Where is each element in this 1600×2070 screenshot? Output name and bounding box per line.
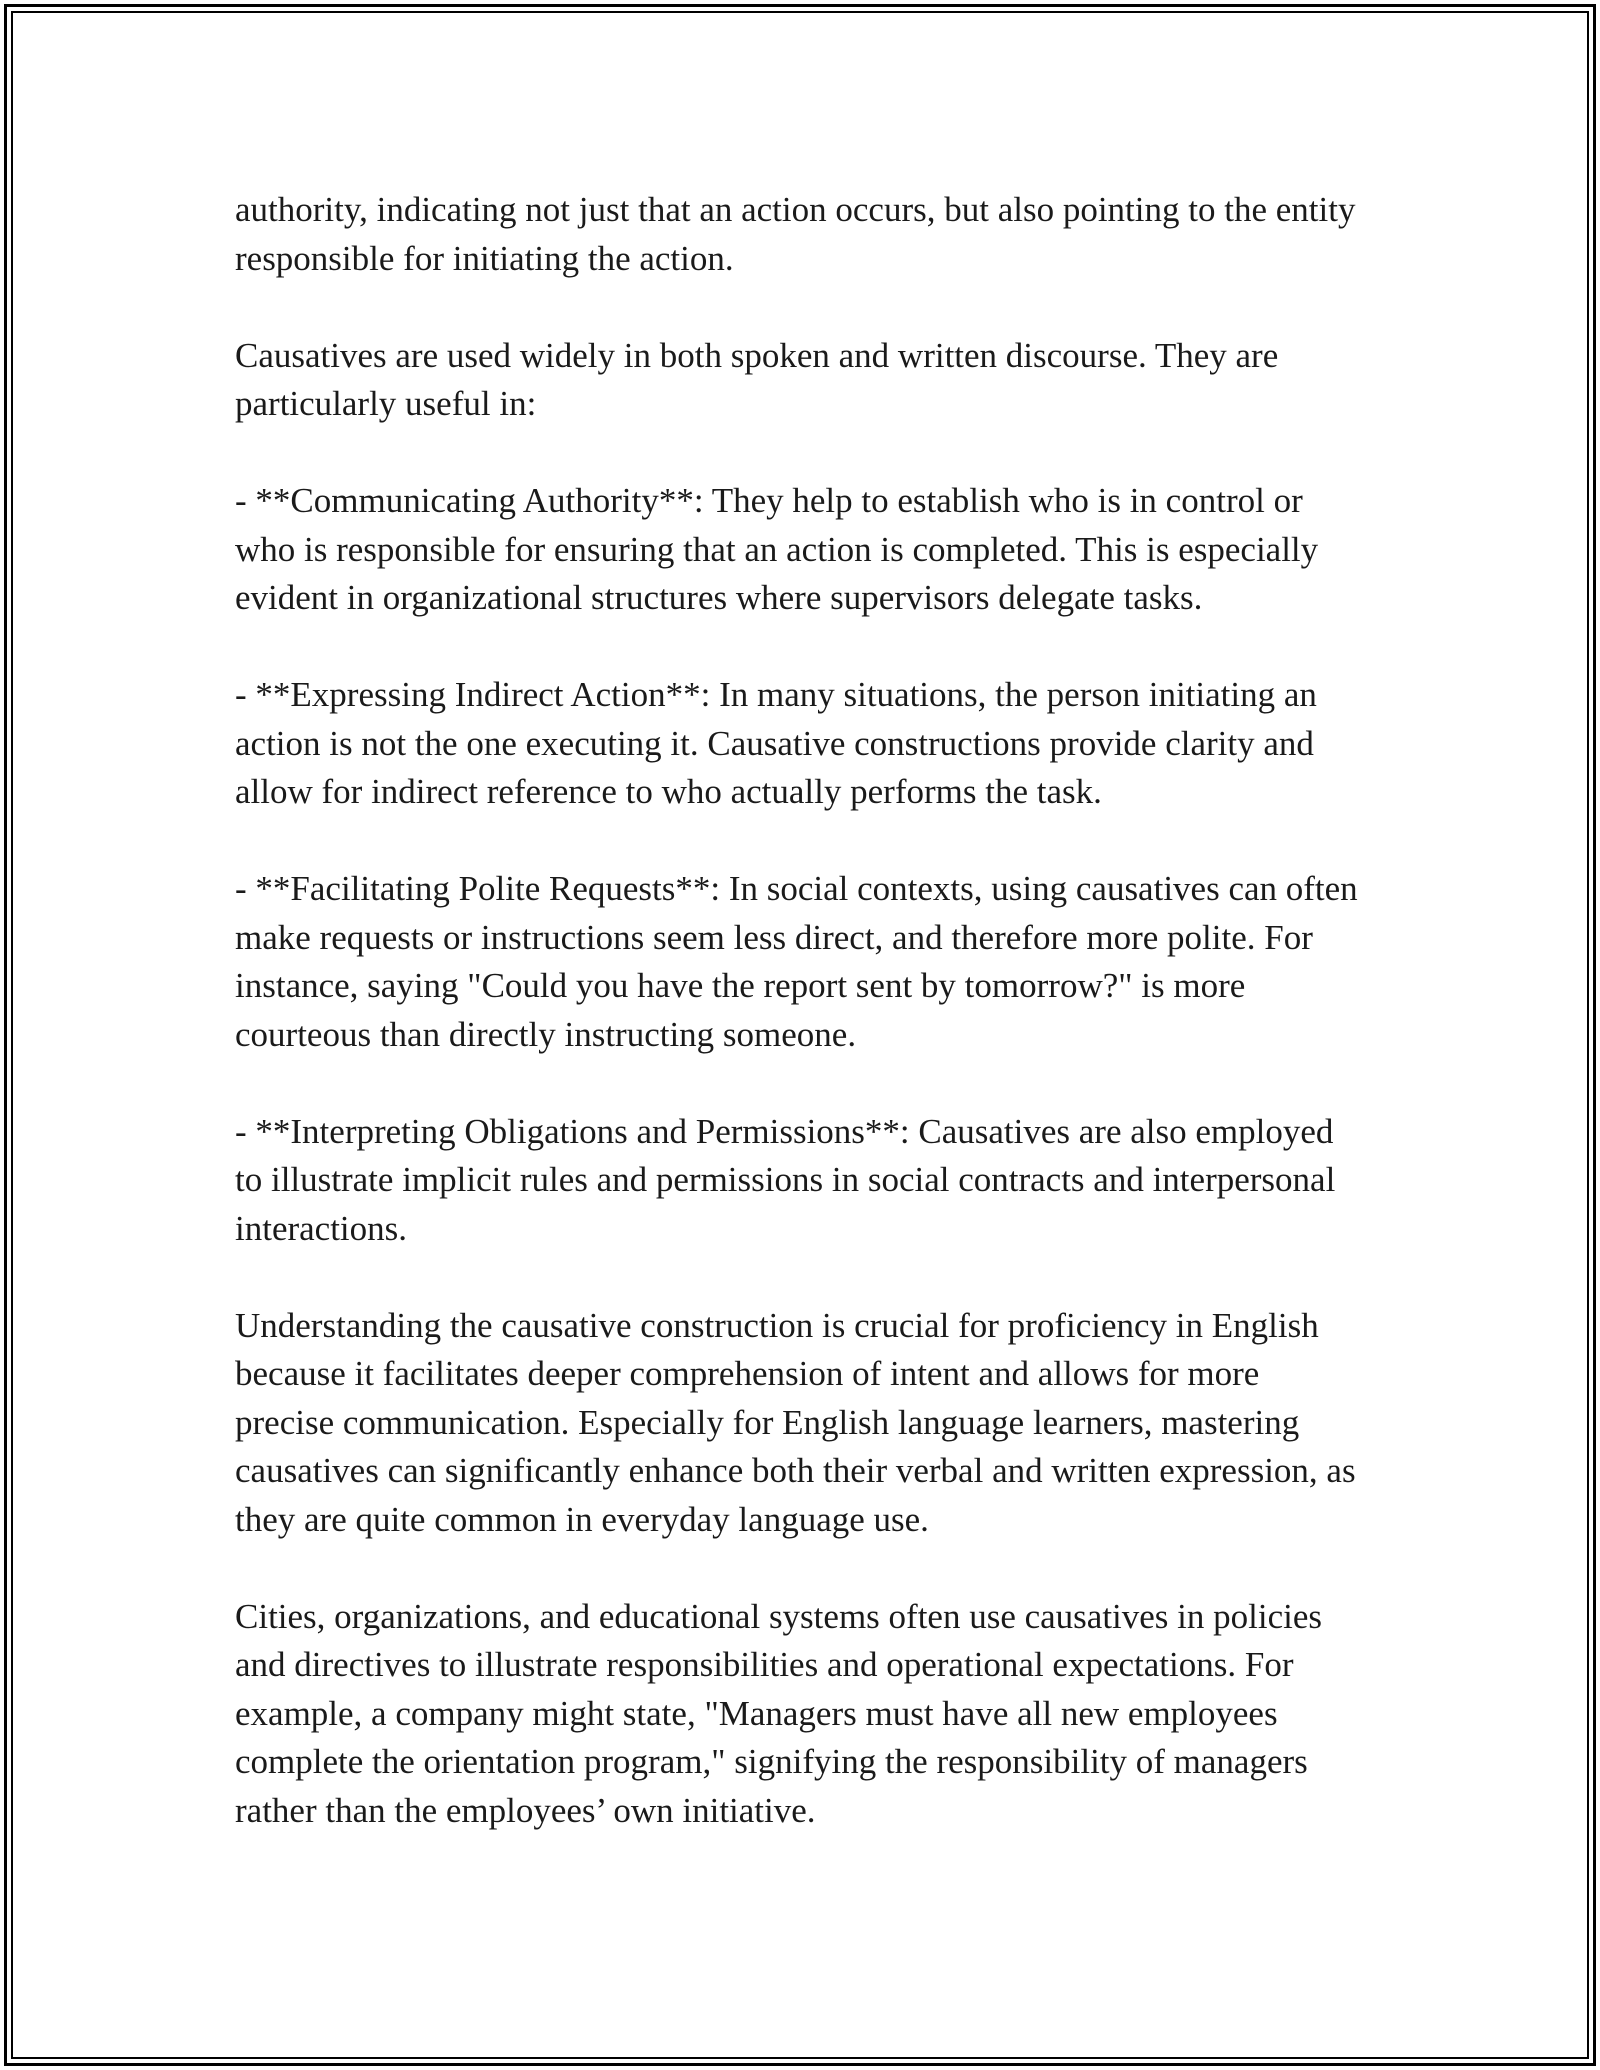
document-body — [235, 186, 1365, 1835]
list-item-communicating-authority: - **Communicating Authority**: They help to establish who is in control or who is responsible for ensuring that an action is completed. This is especially evident in organizational structures where supervisors delegate tasks. — [235, 481, 1319, 617]
list-item-interpreting-obligations: - **Interpreting Obligations and Permissions**: Causatives are also employed to illustrate implicit rules and permissions in social contracts and interpersonal interactions. — [235, 1111, 1336, 1248]
paragraph-causatives-usage-intro: Causatives are used widely in both spoken and written discourse. They are particularly useful in: — [235, 335, 1279, 423]
paragraph-understanding-causatives: Understanding the causative construction is crucial for proficiency in English because it facilitates deeper comprehension of intent and allows for more precise communication. Especially for English language learners, mastering causatives can significantly enhance both their verbal and written expression, as they are quite common in everyday language use. — [235, 1305, 1356, 1539]
paragraph-cities-organizations: Cities, organizations, and educational systems often use causatives in policies and directives to illustrate responsibilities and operational expectations. For example, a company might state, "Managers must have all new employees complete the orientation program," signifying the responsibility of managers rather than the employees’ own initiative. — [235, 1596, 1323, 1830]
list-item-expressing-indirect-action: - **Expressing Indirect Action**: In many situations, the person initiating an action is not the one executing it. Causative constructions provide clarity and allow for indirect reference to who actually performs the task. — [235, 675, 1317, 811]
list-item-facilitating-polite-requests: - **Facilitating Polite Requests**: In social contexts, using causatives can often make requests or instructions seem less direct, and therefore more polite. For instance, saying "Could you have the report sent by tomorrow?" is more courteous than directly instructing someone. — [235, 869, 1358, 1054]
paragraph-authority-continuation: authority, indicating not just that an action occurs, but also pointing to the entity responsible for initiating the action. — [235, 190, 1356, 278]
